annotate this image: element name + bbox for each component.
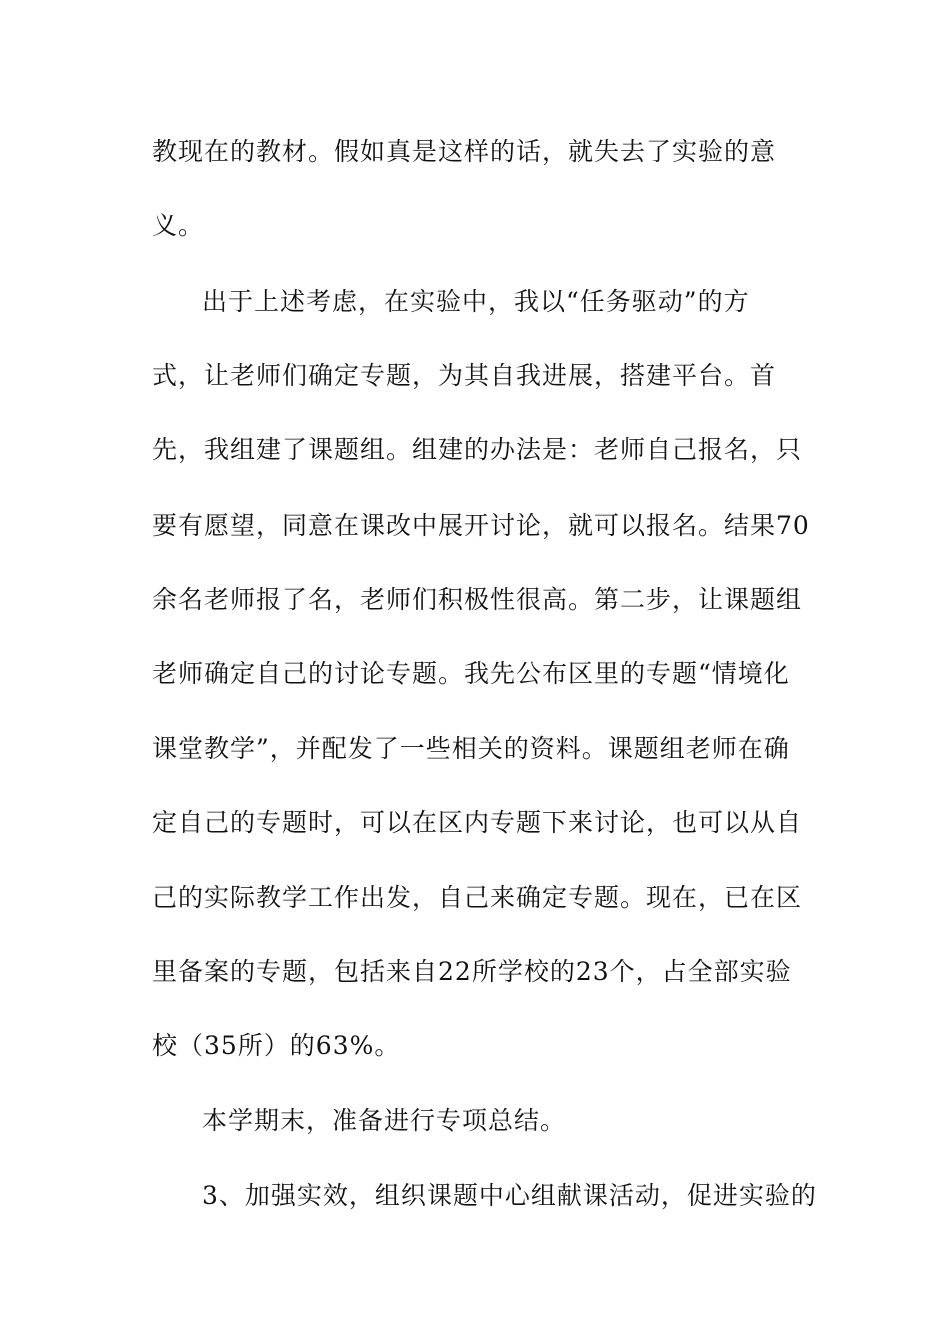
text-line: 式，让老师们确定专题，为其自我进展，搭建平台。首 — [152, 361, 777, 390]
text-line: 余名老师报了名，老师们积极性很高。第二步，让课题组 — [152, 585, 803, 614]
text-line: 老师确定自己的讨论专题。我先公布区里的专题“情境化 — [152, 659, 790, 688]
paragraph-start-line: 3、加强实效，组织课题中心组献课活动，促进实验的 — [202, 1181, 817, 1210]
paragraph-start-line: 本学期末，准备进行专项总结。 — [202, 1106, 567, 1135]
text-line: 义。 — [152, 211, 205, 240]
text-line: 里备案的专题，包括来自22所学校的23个，占全部实验 — [152, 957, 792, 986]
text-line: 课堂教学”，并配发了一些相关的资料。课题组老师在确 — [152, 734, 790, 763]
text-line: 先，我组建了课题组。组建的办法是：老师自己报名，只 — [152, 435, 803, 464]
text-line: 定自己的专题时，可以在区内专题下来讨论，也可以从自 — [152, 808, 803, 837]
text-line: 要有愿望，同意在课改中展开讨论，就可以报名。结果70 — [152, 511, 810, 540]
text-line: 己的实际教学工作出发，自己来确定专题。现在，已在区 — [152, 883, 803, 912]
paragraph-start-line: 出于上述考虑，在实验中，我以“任务驱动”的方 — [202, 287, 750, 316]
text-line: 校（35所）的63%。 — [152, 1031, 401, 1060]
text-line: 教现在的教材。假如真是这样的话，就失去了实验的意 — [152, 137, 777, 166]
